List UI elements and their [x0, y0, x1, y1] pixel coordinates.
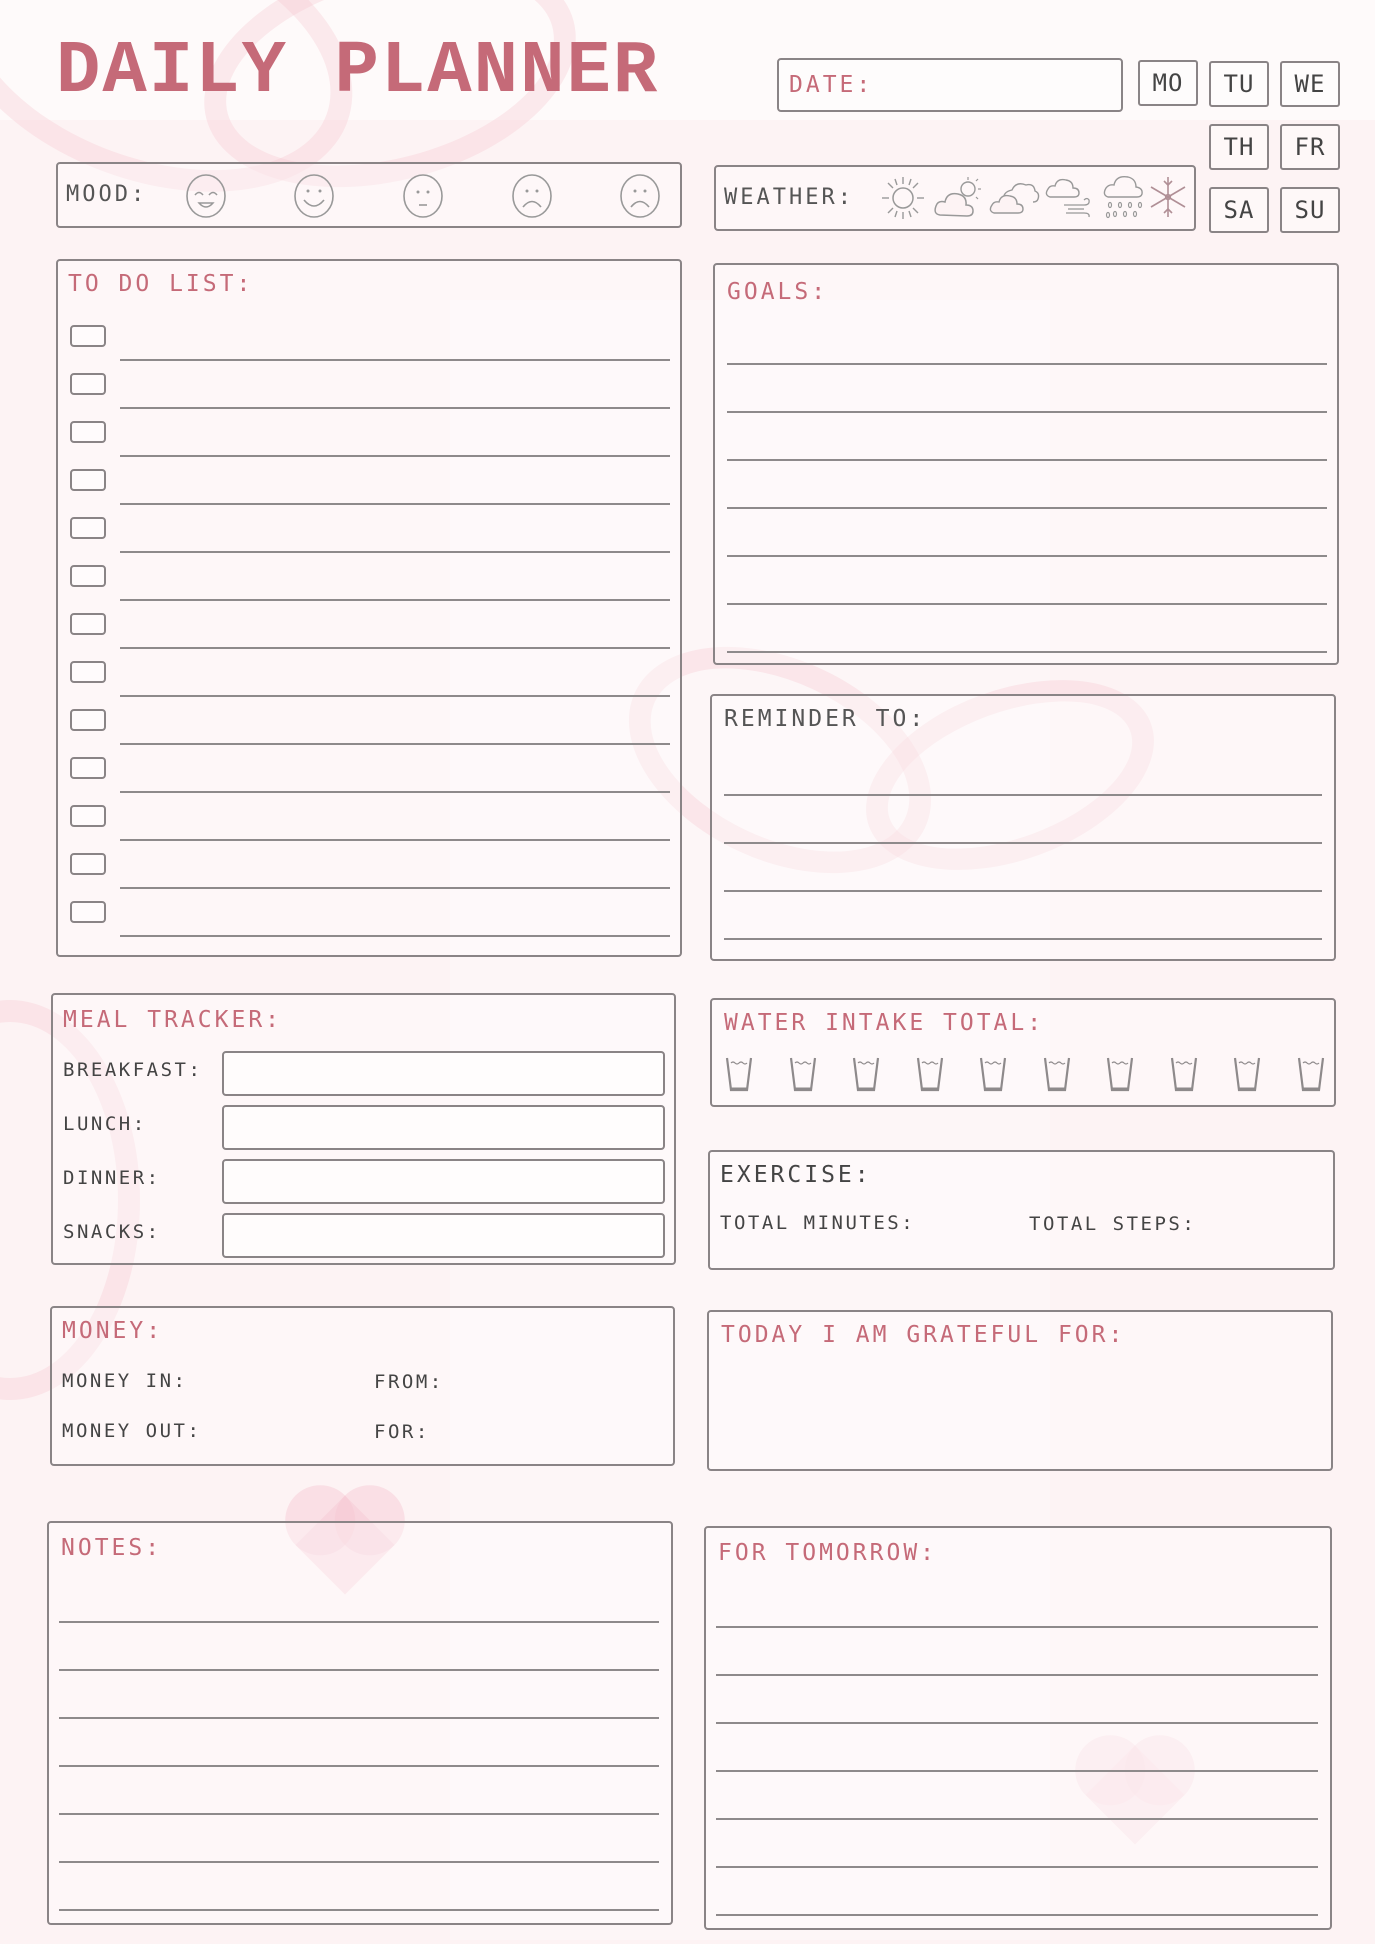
- money-label: MONEY:: [62, 1318, 164, 1344]
- day-th[interactable]: TH: [1209, 124, 1269, 170]
- weather-label: WEATHER:: [724, 185, 854, 210]
- todo-checkbox[interactable]: [70, 565, 106, 587]
- todo-line[interactable]: [120, 839, 670, 841]
- rain-icon[interactable]: [1102, 173, 1146, 221]
- day-fr[interactable]: FR: [1280, 124, 1340, 170]
- breakfast-label: BREAKFAST:: [63, 1059, 203, 1081]
- water-intake-label: WATER INTAKE TOTAL:: [724, 1010, 1045, 1036]
- todo-line[interactable]: [120, 359, 670, 361]
- day-we[interactable]: WE: [1280, 61, 1340, 107]
- reminder-line[interactable]: [724, 794, 1322, 796]
- snacks-label: SNACKS:: [63, 1221, 161, 1243]
- weather-panel: [714, 165, 1196, 231]
- todo-line[interactable]: [120, 695, 670, 697]
- reminder-line[interactable]: [724, 938, 1322, 940]
- day-mo[interactable]: MO: [1138, 60, 1198, 106]
- goals-line[interactable]: [727, 459, 1327, 461]
- for-tomorrow-line[interactable]: [716, 1818, 1318, 1820]
- very-happy-face-icon[interactable]: [184, 172, 228, 220]
- notes-line[interactable]: [59, 1621, 659, 1623]
- todo-line[interactable]: [120, 647, 670, 649]
- money-out-label: MONEY OUT:: [62, 1420, 202, 1442]
- for-tomorrow-label: FOR TOMORROW:: [718, 1540, 938, 1566]
- for-tomorrow-line[interactable]: [716, 1914, 1318, 1916]
- for-tomorrow-line[interactable]: [716, 1866, 1318, 1868]
- reminder-label: REMINDER TO:: [724, 706, 927, 732]
- dinner-label: DINNER:: [63, 1167, 161, 1189]
- todo-line[interactable]: [120, 887, 670, 889]
- water-glass-icon[interactable]: [788, 1056, 818, 1092]
- water-glass-icon[interactable]: [1232, 1056, 1262, 1092]
- todo-checkbox[interactable]: [70, 373, 106, 395]
- water-glass-icon[interactable]: [851, 1056, 881, 1092]
- notes-panel: [47, 1521, 673, 1925]
- exercise-panel: [708, 1150, 1335, 1270]
- mood-panel: [56, 162, 682, 228]
- todo-checkbox[interactable]: [70, 613, 106, 635]
- date-label: DATE:: [789, 72, 874, 98]
- lunch-label: LUNCH:: [63, 1113, 147, 1135]
- lunch-input[interactable]: [222, 1105, 665, 1150]
- goals-line[interactable]: [727, 411, 1327, 413]
- todo-checkbox[interactable]: [70, 709, 106, 731]
- water-glass-icon[interactable]: [1169, 1056, 1199, 1092]
- todo-checkbox[interactable]: [70, 805, 106, 827]
- todo-line[interactable]: [120, 791, 670, 793]
- grateful-panel[interactable]: [707, 1310, 1333, 1471]
- todo-line[interactable]: [120, 743, 670, 745]
- for-tomorrow-line[interactable]: [716, 1770, 1318, 1772]
- todo-panel: [56, 259, 682, 957]
- money-panel: [50, 1306, 675, 1466]
- goals-line[interactable]: [727, 507, 1327, 509]
- todo-line[interactable]: [120, 551, 670, 553]
- snacks-input[interactable]: [222, 1213, 665, 1258]
- goals-line[interactable]: [727, 363, 1327, 365]
- todo-line[interactable]: [120, 407, 670, 409]
- from-label: FROM:: [374, 1371, 444, 1393]
- goals-line[interactable]: [727, 555, 1327, 557]
- water-intake-panel: [710, 998, 1336, 1107]
- goals-line[interactable]: [727, 651, 1327, 653]
- for-tomorrow-line[interactable]: [716, 1626, 1318, 1628]
- notes-line[interactable]: [59, 1813, 659, 1815]
- todo-line[interactable]: [120, 935, 670, 937]
- todo-checkbox[interactable]: [70, 901, 106, 923]
- todo-checkbox[interactable]: [70, 469, 106, 491]
- notes-label: NOTES:: [61, 1535, 163, 1561]
- notes-line[interactable]: [59, 1861, 659, 1863]
- water-glass-icon[interactable]: [1042, 1056, 1072, 1092]
- meal-tracker-panel: [51, 993, 676, 1265]
- cloudy-icon[interactable]: [988, 179, 1040, 219]
- notes-line[interactable]: [59, 1669, 659, 1671]
- snowflake-icon[interactable]: [1148, 175, 1188, 219]
- goals-label: GOALS:: [727, 279, 829, 305]
- todo-line[interactable]: [120, 503, 670, 505]
- meal-tracker-label: MEAL TRACKER:: [63, 1007, 283, 1033]
- for-tomorrow-panel: [704, 1526, 1332, 1930]
- total-steps-label: TOTAL STEPS:: [1029, 1213, 1197, 1235]
- happy-face-icon[interactable]: [292, 172, 336, 220]
- water-glass-icon[interactable]: [724, 1056, 754, 1092]
- reminder-line[interactable]: [724, 842, 1322, 844]
- goals-panel: [713, 263, 1339, 665]
- page-title: DAILY PLANNER: [56, 30, 660, 114]
- water-glass-icon[interactable]: [915, 1056, 945, 1092]
- todo-checkbox[interactable]: [70, 421, 106, 443]
- notes-line[interactable]: [59, 1909, 659, 1911]
- todo-checkbox[interactable]: [70, 757, 106, 779]
- exercise-label: EXERCISE:: [720, 1162, 872, 1188]
- reminder-line[interactable]: [724, 890, 1322, 892]
- money-in-label: MONEY IN:: [62, 1370, 188, 1392]
- todo-checkbox[interactable]: [70, 661, 106, 683]
- date-field[interactable]: [777, 58, 1123, 112]
- day-su[interactable]: SU: [1280, 187, 1340, 233]
- todo-checkbox[interactable]: [70, 517, 106, 539]
- breakfast-input[interactable]: [222, 1051, 665, 1096]
- water-glass-icon[interactable]: [1105, 1056, 1135, 1092]
- total-minutes-label: TOTAL MINUTES:: [720, 1212, 916, 1234]
- dinner-input[interactable]: [222, 1159, 665, 1204]
- mood-label: MOOD:: [66, 182, 148, 207]
- for-tomorrow-line[interactable]: [716, 1722, 1318, 1724]
- water-glass-icon[interactable]: [978, 1056, 1008, 1092]
- neutral-face-icon[interactable]: [401, 172, 445, 220]
- reminder-panel: [710, 694, 1336, 961]
- notes-line[interactable]: [59, 1765, 659, 1767]
- todo-checkbox[interactable]: [70, 325, 106, 347]
- todo-line[interactable]: [120, 455, 670, 457]
- day-tu[interactable]: TU: [1209, 61, 1269, 107]
- todo-checkbox[interactable]: [70, 853, 106, 875]
- notes-line[interactable]: [59, 1717, 659, 1719]
- for-tomorrow-line[interactable]: [716, 1674, 1318, 1676]
- windy-icon[interactable]: [1044, 177, 1096, 221]
- water-glass-icon[interactable]: [1296, 1056, 1326, 1092]
- todo-label: TO DO LIST:: [68, 271, 254, 297]
- partly-cloudy-icon[interactable]: [932, 175, 984, 221]
- day-sa[interactable]: SA: [1209, 187, 1269, 233]
- goals-line[interactable]: [727, 603, 1327, 605]
- for-label: FOR:: [374, 1421, 430, 1443]
- sun-icon[interactable]: [880, 175, 926, 221]
- todo-line[interactable]: [120, 599, 670, 601]
- grateful-label: TODAY I AM GRATEFUL FOR:: [721, 1322, 1126, 1348]
- sad-face-icon[interactable]: [510, 172, 554, 220]
- very-sad-face-icon[interactable]: [618, 172, 662, 220]
